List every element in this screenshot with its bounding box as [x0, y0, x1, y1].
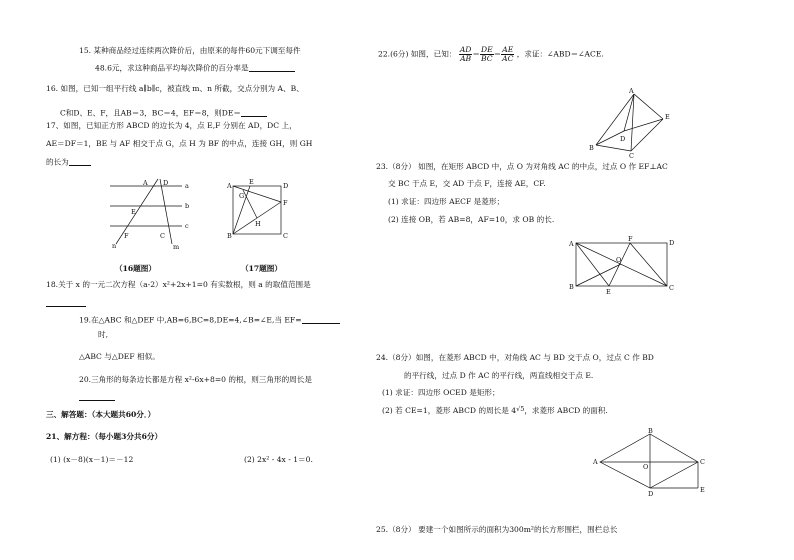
q19-line3: △ABC 与△DEF 相似。 — [79, 352, 160, 361]
fig24-label-E: E — [700, 486, 705, 494]
fig22-label-B: B — [589, 144, 594, 152]
q17-line1: 17、如图，已知正方形 ABCD 的边长为 4，点 E,F 分别在 AD，DC 上， — [46, 121, 297, 130]
q24-line4: (2) 若 CE=1，菱形 ABCD 的周长是 4√5，求菱形 ABCD 的面积. — [382, 405, 608, 415]
section-3-heading: 三、解答题：（本大题共60分．） — [46, 410, 156, 419]
q23-line1: 23.（8分） 如图，在矩形 ABCD 中，点 O 为对角线 AC 的中点，过点 O 作 EF⊥AC — [376, 162, 668, 171]
figure-17 — [226, 178, 292, 240]
fig17-label-C: C — [283, 232, 288, 240]
answer-blank[interactable] — [46, 298, 86, 307]
fig17-label-H: H — [255, 220, 261, 228]
fig24-label-B: B — [648, 427, 653, 435]
q22-line: 22.(6分) 如图，已知： $\frac{AD}{AB}$ ＝ $\frac{DE}{BC}$ ＝ $\frac{AE}{AC}$ ，求证：∠ABD＝∠ACE. — [378, 45, 604, 63]
fig16-label-D: D — [163, 179, 169, 187]
figure-24 — [592, 426, 708, 498]
q21-part2: (2) 2x² - 4x - 1＝0. — [244, 455, 313, 464]
answer-blank[interactable] — [302, 315, 340, 324]
figure-16 — [108, 176, 198, 252]
fig24-label-O: O — [643, 463, 649, 471]
q20-line1: 20.三角形的每条边长都是方程 x²-6x+8=0 的根，则三角形的周长是 — [79, 375, 312, 384]
fig16-label-a: a — [185, 182, 189, 190]
fig16-label-F: F — [124, 232, 129, 240]
q20-line2 — [79, 392, 115, 401]
fig17-label-A: A — [227, 182, 232, 190]
fraction-ae-ac: $\frac{AE}{AC}$ — [502, 45, 514, 63]
q18-line1: 18.关于 x 的一元二次方程（a-2）x²+2x+1=0 有实数根，则 a 的取值范围是 — [46, 280, 311, 289]
q24-line1: 24.（8分）如图，在菱形 ABCD 中，对角线 AC 与 BD 交于点 O，过点 C 作 BD — [376, 353, 654, 362]
fig22-label-C: C — [629, 152, 634, 160]
fig17-label-D: D — [283, 182, 289, 190]
fig23-label-A: A — [569, 240, 574, 248]
answer-blank[interactable] — [69, 157, 91, 166]
q23-line4: (2) 连接 OB，若 AB=8，AF=10，求 OB 的长. — [388, 215, 555, 224]
fig22-label-E: E — [665, 113, 670, 121]
fig17-label-F: F — [283, 199, 288, 207]
fig23-label-O: O — [616, 256, 622, 264]
q23-line3: (1) 求证：四边形 AECF 是菱形； — [388, 197, 505, 206]
figure-23 — [566, 234, 682, 296]
q21-part1: (1) (x－8)(x－1)＝－12 — [50, 455, 134, 464]
figure-22 — [582, 86, 678, 160]
fig16-label-n: n — [112, 242, 117, 250]
fig16-label-m: m — [173, 243, 180, 251]
q17-line2: AE＝DF＝1，BE 与 AF 相交于点 G，点 H 为 BF 的中点，连接 GH，则 GH — [46, 139, 313, 148]
fig23-label-E: E — [606, 288, 611, 296]
fig17-label-G: G — [239, 192, 245, 200]
fig22-label-A: A — [629, 87, 634, 95]
q16-line2: C和D、E、F，且AB＝3，BC＝4，EF＝8，则DE＝ — [60, 108, 267, 117]
caption-16: （16题图） — [115, 264, 156, 273]
fig17-label-E: E — [249, 178, 254, 186]
fig16-label-E: E — [131, 208, 136, 216]
q19-line2: 时, — [98, 330, 109, 339]
q18-line2 — [46, 298, 86, 307]
answer-blank[interactable] — [249, 63, 295, 72]
q16-line1: 16. 如图，已知一组平行线 a∥b∥c，被直线 m、n 所截，交点分别为 A、B、 — [46, 84, 304, 93]
q15-line2: 48.6元，求这种商品平均每次降价的百分率是 — [95, 63, 295, 72]
fig16-label-A: A — [143, 179, 148, 187]
q25-line1: 25.（8分） 要建一个如图所示的面积为300m²的长方形围栏，围栏总长 — [376, 525, 618, 534]
fig24-label-A: A — [593, 458, 598, 466]
fig24-label-C: C — [700, 458, 705, 466]
q17-line3: 的长为 — [46, 157, 91, 166]
fig22-label-D: D — [620, 135, 626, 143]
q23-line2: 交 BC 于点 E，交 AD 于点 F，连接 AE，CF. — [388, 179, 546, 188]
answer-blank[interactable] — [241, 108, 267, 117]
fig23-label-C: C — [669, 284, 674, 292]
fig16-label-C: C — [160, 232, 165, 240]
q24-line3: (1) 求证：四边形 OCED 是矩形； — [382, 388, 500, 397]
fig16-label-b: b — [185, 202, 190, 210]
fraction-ad-ab: $\frac{AD}{AB}$ — [459, 45, 472, 63]
fig16-label-c: c — [185, 222, 189, 230]
q15-line1: 15. 某种商品经过连续两次降价后，由原来的每件60元下调至每件 — [79, 46, 301, 55]
fig24-label-D: D — [648, 490, 654, 498]
fig23-label-F: F — [628, 235, 633, 243]
fraction-de-bc: $\frac{DE}{BC}$ — [481, 45, 493, 63]
answer-blank[interactable] — [79, 392, 115, 401]
fig17-label-B: B — [227, 232, 232, 240]
fig23-label-D: D — [669, 239, 675, 247]
q19-line1: 19.在△ABC 和△DEF 中,AB=6,BC=8,DE=4,∠B=∠E,当 EF= — [79, 315, 340, 324]
fig23-label-B: B — [569, 283, 574, 291]
q21-heading: 21、解方程：（每小题3分共6分） — [46, 432, 163, 441]
q24-line2: 的平行线，过点 D 作 AC 的平行线，两直线相交于点 E. — [404, 371, 594, 380]
caption-17: （17题图） — [241, 264, 282, 273]
